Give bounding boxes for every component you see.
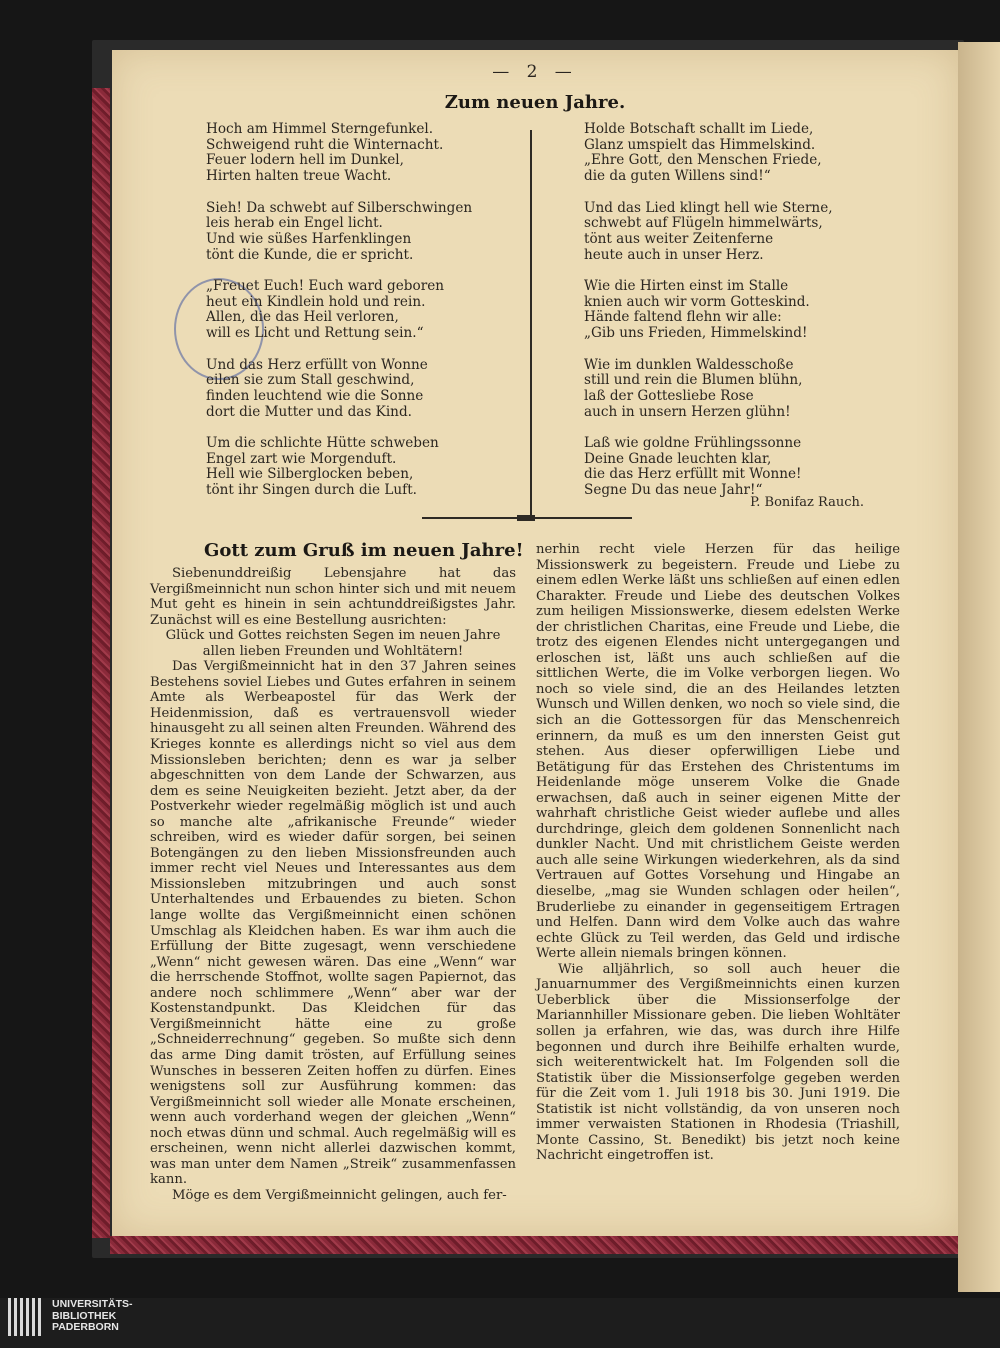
article-paragraph: Siebenunddreißig Lebensjahre hat das Vergißmeinnicht nun schon hinter sich und mit neuem Mut geht es hinein in sein achtunddreißigstes Jahr. Zunächst will es eine Bestellung ausrichten:: [150, 566, 516, 628]
library-name: [52, 1299, 133, 1334]
article-title: Gott zum Gruß im neuen Jahre!: [204, 540, 524, 561]
library-name-line: PADERBORN: [52, 1321, 119, 1333]
poem-left-column: Hoch am Himmel Sterngefunkel. Schweigend ruht die Winternacht. Feuer lodern hell im Dunkel, Hirten halten treue Wacht. Sieh! Da schwebt auf Silberschwingen leis herab ein Engel licht. Und wie süßes Harfenklingen tönt die Kunde, die er spricht. „Freuet Euch! Euch ward geboren heut ein Kindlein hold und rein. Allen, die das Heil verloren, will es Licht und Rettung sein.“ Und das Herz erfüllt von Wonne eilen sie zum Stall geschwind, finden leuchtend wie die Sonne dort die Mutter und das Kind. Um die schlichte Hütte schweben Engel zart wie Morgenduft. Hell wie Silberglocken beben, tönt ihr Singen durch die Luft.: [206, 121, 473, 499]
library-footer: [0, 1298, 1000, 1348]
poem-title: Zum neuen Jahre.: [444, 92, 626, 113]
library-name-line: UNIVERSITÄTS-: [52, 1298, 133, 1310]
article-paragraph: Wie alljährlich, so soll auch heuer die Januarnummer des Vergißmeinnichts einen kurzen Ueberblick über die Missionserfolge der Mariannhiller Missionare geben. Die lieben Wohltäter sollen ja erfahren, wie das, was durch ihre Hilfe begonnen und durch ihre Beihilfe erhalten wurde, sich weiterentwickelt hat. Im Folgenden soll die Statistik über die Missionserfolge gegeben werden für die Zeit vom 1. Juli 1918 bis 30. Juni 1919. Die Statistik ist nicht vollständig, da von unseren noch immer verwaisten Stationen in Rhodesia (Triashill, Monte Cassino, St. Benedikt) bis jetzt noch keine Nachricht eingetroffen ist.: [536, 961, 900, 1164]
page-number: — 2 —: [492, 62, 578, 82]
article-greeting: Glück und Gottes reichsten Segen im neuen Jahre allen lieben Freunden und Wohltätern!: [165, 628, 501, 659]
article-paragraph: Das Vergißmeinnicht hat in den 37 Jahren seines Bestehens soviel Liebes und Gutes erfahren in seinem Amte als Werbeapostel für das Werk der Heidenmission, daß es vertrauensvoll wieder hinausgeht zu all seinen alten Freunden. Während des Krieges konnte es allerdings nicht so viel aus dem Missionsleben berichten; denn es war ja selber abgeschnitten von dem Lande der Schwarzen, aus dem es seine Neuigkeiten bezieht. Jetzt aber, da der Postverkehr wieder regelmäßig möglich ist und auch so manche alte „afrikanische Freunde“ wieder schreiben, wird es wieder dafür sorgen, bei seinen Botengängen zu den lieben Missionsfreunden auch immer recht viel Neues und Interessantes aus dem Missionsleben mitzubringen und auch sonst Unterhaltendes und Erbauendes zu bieten. Schon lange wollte das Vergißmeinnicht einen schönen Umschlag als Kleidchen haben. Es war ihm auch die Erfüllung der Bitte zugesagt, wenn verschiedene „Wenn“ nicht gewesen wären. Das eine „Wenn“ war die herrschende Stoffnot, wollte sagen Papiernot, das andere noch schlimmere „Wenn“ aber war der Kostenstandpunkt. Das Kleidchen für das Vergißmeinnicht hätte eine zu große „Schneiderrechnung“ gegeben. So mußte sich denn das arme Ding damit trösten, auf Erfüllung seines Wunsches in besseren Zeiten hoffen zu dürfen. Eines wenigstens soll zur Ausführung kommen: das Vergißmeinnicht soll wieder alle Monate erscheinen, wenn auch vorderhand wegen der gleichen „Wenn“ noch etwas dünn und schmal. Auch regelmäßig will es erscheinen, wenn nicht allerlei dazwischen kommt, was man unter dem Namen „Streik“ zusammenfassen kann.: [150, 659, 516, 1188]
marbled-cover-bottom: [110, 1236, 960, 1254]
poem-right-column: Holde Botschaft schallt im Liede, Glanz umspielt das Himmelskind. „Ehre Gott, den Menschen Friede, die da guten Willens sind!“ Und das Lied klingt hell wie Sterne, schwebt auf Flügeln himmelwärts, tönt aus weiter Zeitenferne heute auch in unser Herz. Wie die Hirten einst im Stalle knien auch wir vorm Gotteskind. Hände faltend flehn wir alle: „Gib uns Frieden, Himmelskind! Wie im dunklen Waldesschoße still und rein die Blumen blühn, laß der Gottesliebe Rose auch in unsern Herzen glühn! Laß wie goldne Frühlingssonne Deine Gnade leuchten klar, die das Herz erfüllt mit Wonne! Segne Du das neue Jahr!“: [584, 121, 833, 499]
article-right-column: [536, 542, 900, 1164]
library-name-line: BIBLIOTHEK: [52, 1309, 117, 1322]
poem-column-divider: [530, 130, 532, 515]
facing-page-edge: [958, 42, 1000, 1292]
poem-author: P. Bonifaz Rauch.: [750, 495, 864, 510]
article-paragraph: Möge es dem Vergißmeinnicht gelingen, auch fer-: [172, 1187, 507, 1203]
library-logo-icon: [8, 1298, 44, 1336]
article-left-column: [150, 566, 516, 1203]
article-paragraph: nerhin recht viele Herzen für das heilige Missionswerk zu begeistern. Freude und Liebe zu einem edlen Werke läßt uns schließen auf einen edlen Charakter. Freude und Liebe des deutschen Volkes zum heiligen Missionswerke, diesem edelsten Werke der christlichen Charitas, eine Freude und Liebe, die trotz des eigenen Elendes nicht untergegangen und erloschen ist, läßt uns auch schließen auf die sittlichen Werte, die im Volke verborgen liegen. Wo noch so viele sind, die an des Heilandes letzten Wunsch und Willen denken, wo noch so viele sind, die sich an die Gottessorgen für das Menschenreich erinnern, da muß es um den innersten Geist gut stehen. Aus dieser opferwilligen Liebe und Betätigung für das Erstehen des Christentums im Heidenlande möge unserem Volke die Gnade erwachsen, daß auch in seiner eigenen Mitte der wahrhaft christliche Geist wieder auflebe und alles durchdringe, gleich dem goldenen Sonnenlicht nach dunkler Nacht. Und mit christlichem Geiste werden auch alle seine Wirkungen wiederkehren, als da sind Vertrauen auf Gottes Vorsehung und Hingabe an dieselbe, „mag sie Wunden schlagen oder heilen“, Bruderliebe zu einander in gegenseitigem Ertragen und Helfen. Dann wird dem Volke auch das wahre echte Glück zu Teil werden, das Geld und irdische Werte allein niemals bringen können.: [536, 542, 900, 962]
marbled-cover-edge: [92, 88, 110, 1238]
section-divider: [422, 517, 632, 519]
document-page: [112, 50, 958, 1236]
